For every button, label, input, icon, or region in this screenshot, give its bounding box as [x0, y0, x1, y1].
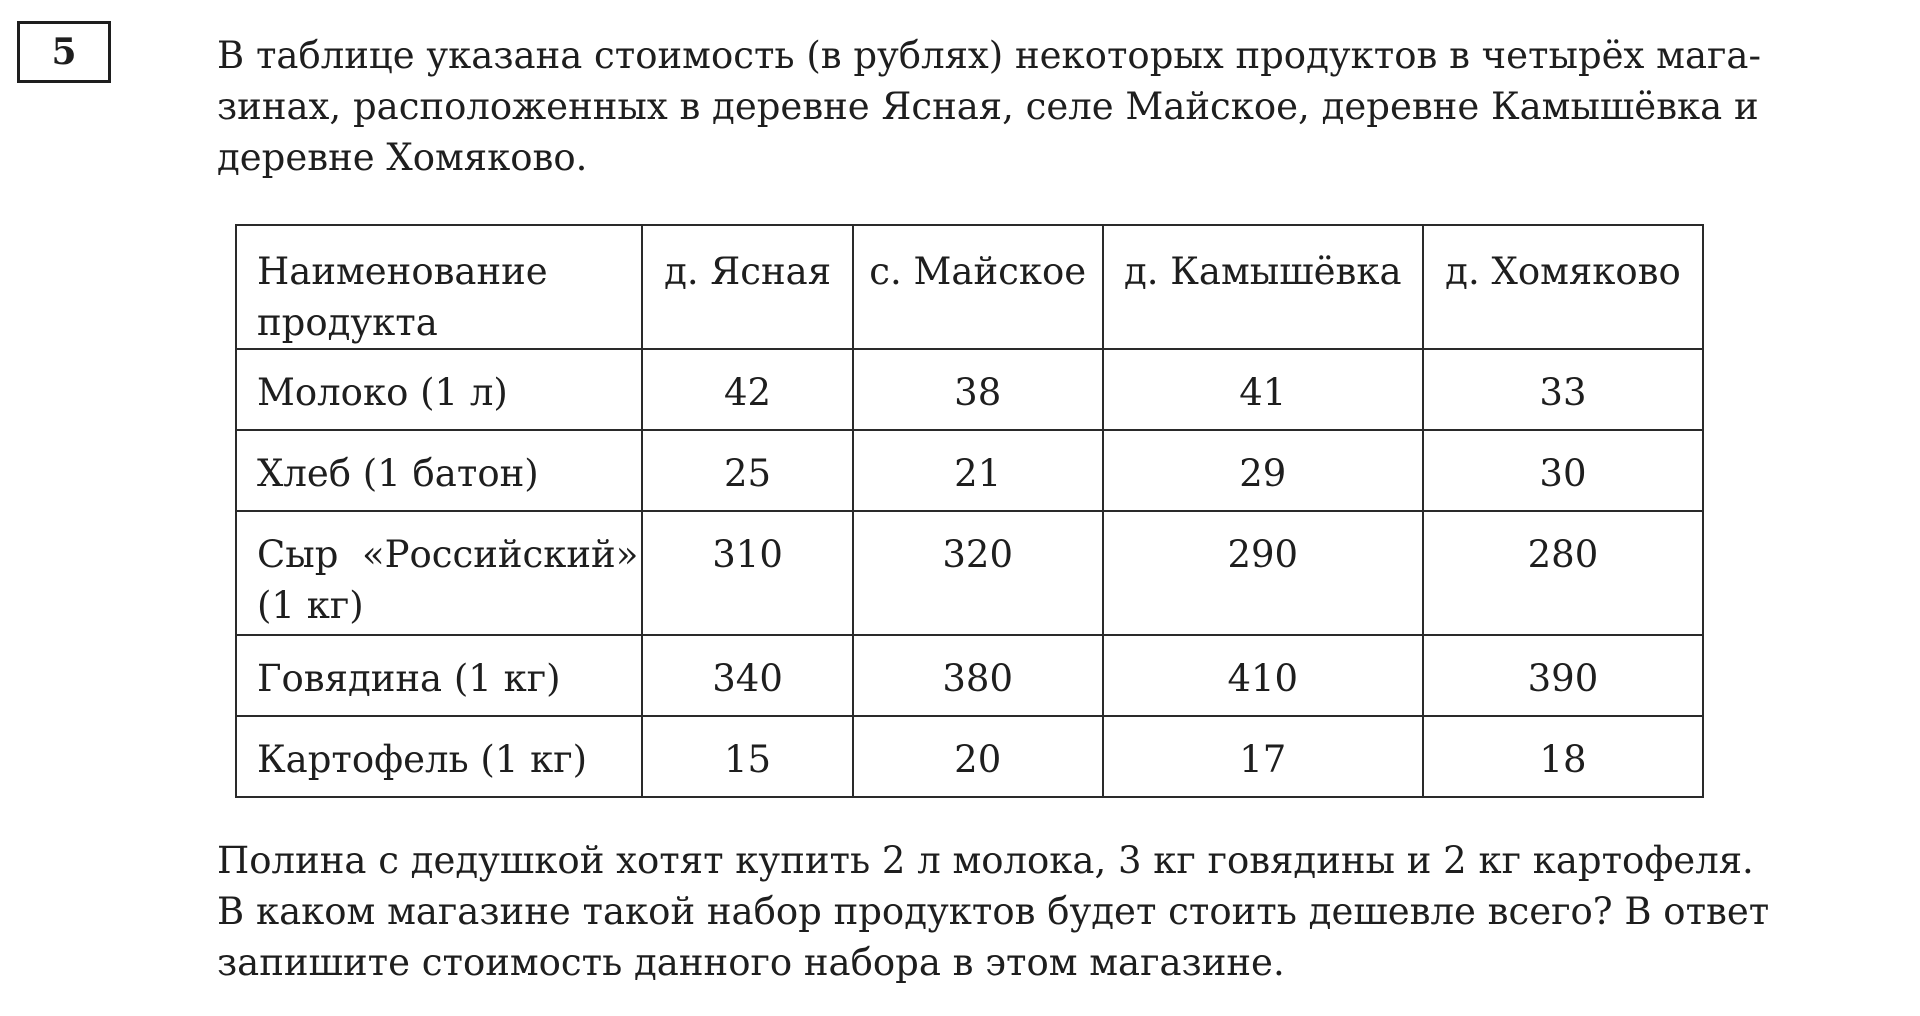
header-store-kamyshevka: д. Камышёвка: [1103, 225, 1423, 349]
price-cell: 390: [1423, 635, 1703, 716]
intro-paragraph: [217, 30, 1761, 183]
product-name: Молоко (1 л): [236, 349, 642, 430]
header-product-name-line2: продукта: [257, 301, 438, 344]
product-name-line1: Сыр «Российский»: [257, 533, 639, 576]
product-name-line2: (1 кг): [257, 584, 364, 627]
table-row: [236, 430, 1703, 511]
intro-line: деревне Хомяково.: [217, 136, 588, 179]
header-store-yasnaya: д. Ясная: [642, 225, 853, 349]
header-store-khomyakovo: д. Хомяково: [1423, 225, 1703, 349]
task-number-box: [17, 21, 111, 83]
price-cell: 25: [642, 430, 853, 511]
price-cell: 15: [642, 716, 853, 797]
price-cell: 41: [1103, 349, 1423, 430]
price-cell: 380: [853, 635, 1103, 716]
question-line: запишите стоимость данного набора в этом магазине.: [217, 941, 1285, 984]
price-cell: 18: [1423, 716, 1703, 797]
price-cell: 310: [642, 511, 853, 635]
question-line: В каком магазине такой набор продуктов будет стоить дешевле всего? В ответ: [217, 890, 1770, 933]
intro-line: В таблице указана стоимость (в рублях) некоторых продуктов в четырёх мага-: [217, 34, 1761, 77]
price-cell: 410: [1103, 635, 1423, 716]
product-name: Говядина (1 кг): [236, 635, 642, 716]
price-cell: 17: [1103, 716, 1423, 797]
product-name: Хлеб (1 батон): [236, 430, 642, 511]
price-cell: 30: [1423, 430, 1703, 511]
product-name: [236, 511, 642, 635]
price-cell: 21: [853, 430, 1103, 511]
question-paragraph: [217, 835, 1770, 988]
price-cell: 29: [1103, 430, 1423, 511]
intro-line: зинах, расположенных в деревне Ясная, селе Майское, деревне Камышёвка и: [217, 85, 1759, 128]
price-cell: 340: [642, 635, 853, 716]
header-product-name: [236, 225, 642, 349]
price-cell: 290: [1103, 511, 1423, 635]
product-name: Картофель (1 кг): [236, 716, 642, 797]
table-row: [236, 635, 1703, 716]
price-table: [235, 224, 1704, 798]
price-cell: 20: [853, 716, 1103, 797]
price-cell: 33: [1423, 349, 1703, 430]
table-row: [236, 511, 1703, 635]
header-store-maiskoe: с. Майское: [853, 225, 1103, 349]
price-cell: 280: [1423, 511, 1703, 635]
price-cell: 38: [853, 349, 1103, 430]
table-header-row: [236, 225, 1703, 349]
question-line: Полина с дедушкой хотят купить 2 л молока, 3 кг говядины и 2 кг картофеля.: [217, 839, 1754, 882]
table-row: [236, 716, 1703, 797]
header-product-name-line1: Наименование: [257, 250, 548, 293]
task-number: 5: [51, 31, 77, 73]
price-cell: 42: [642, 349, 853, 430]
table-row: [236, 349, 1703, 430]
price-cell: 320: [853, 511, 1103, 635]
